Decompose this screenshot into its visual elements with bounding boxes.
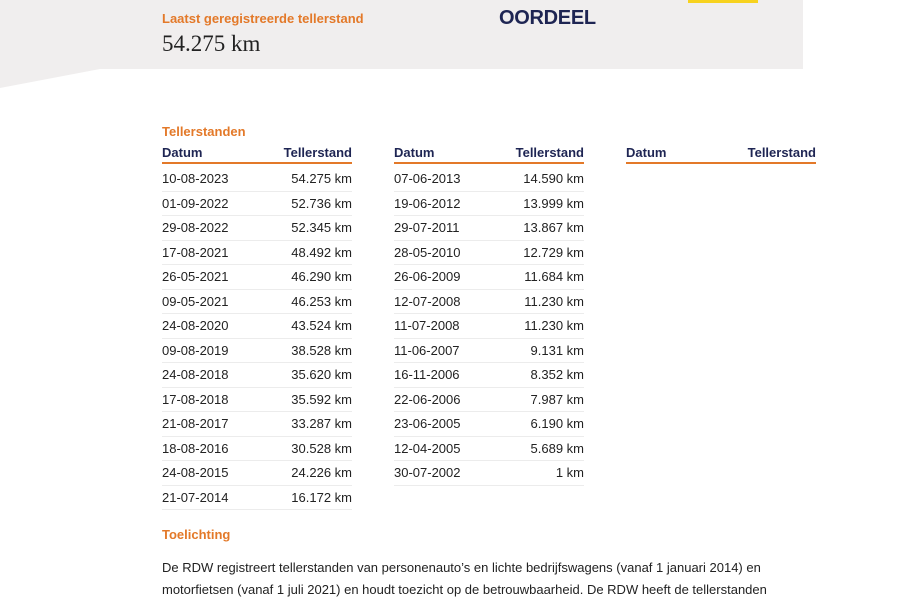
row-reading: 1 km [555,465,584,481]
row-reading: 33.287 km [291,416,352,432]
row-reading: 48.492 km [291,244,352,260]
table-header [394,145,584,164]
date-column-header: Datum [394,145,435,160]
row-date: 11-06-2007 [394,342,460,358]
row-date: 29-07-2011 [394,220,460,236]
row-reading: 6.190 km [530,416,584,432]
row-date: 29-08-2022 [162,220,229,236]
table-row [394,192,584,217]
row-reading: 13.999 km [523,195,584,211]
table-row [394,412,584,437]
row-reading: 43.524 km [291,318,352,334]
explanation-text: De RDW registreert tellerstanden van personenauto’s en lichte bedrijfswagens (vanaf 1 januari 2014) en motorfietsen (vanaf 1 juli 2021) en houdt toezicht op de betrouwbaarheid. De RDW heeft de tellerstanden [162,560,767,597]
table-row [394,339,584,364]
table-row [162,216,352,241]
table-row [162,486,352,511]
reading-column-header: Tellerstand [747,145,816,160]
reading-column-header: Tellerstand [515,145,584,160]
explanation-title: Toelichting [162,527,231,542]
table-row [162,290,352,315]
row-reading: 13.867 km [523,220,584,236]
row-date: 22-06-2006 [394,391,461,407]
table-body [394,167,584,486]
row-date: 16-11-2006 [394,367,460,383]
table-row [394,363,584,388]
table-row [394,241,584,266]
row-reading: 46.253 km [291,293,352,309]
table-row [394,167,584,192]
table-body [162,167,352,510]
table-header [162,145,352,164]
row-reading: 11.230 km [524,293,584,309]
row-date: 23-06-2005 [394,416,461,432]
row-reading: 35.620 km [291,367,352,383]
table-row [162,192,352,217]
table-row [162,314,352,339]
readings-title: Tellerstanden [162,124,246,139]
row-reading: 30.528 km [291,440,352,456]
row-date: 09-05-2021 [162,293,229,309]
row-date: 07-06-2013 [394,171,461,187]
date-column-header: Datum [626,145,667,160]
row-reading: 11.230 km [524,318,584,334]
row-reading: 14.590 km [523,171,584,187]
row-date: 21-08-2017 [162,416,229,432]
row-date: 24-08-2018 [162,367,229,383]
row-reading: 38.528 km [291,342,352,358]
row-date: 28-05-2010 [394,244,461,260]
row-reading: 54.275 km [291,171,352,187]
last-reading-label: Laatst geregistreerde tellerstand [162,11,364,26]
row-reading: 52.345 km [291,220,352,236]
last-reading-value: 54.275 km [162,31,261,56]
row-date: 17-08-2018 [162,391,229,407]
row-date: 12-07-2008 [394,293,461,309]
row-date: 19-06-2012 [394,195,461,211]
row-reading: 11.684 km [524,269,584,285]
verdict-heading: OORDEEL [499,7,596,29]
row-date: 30-07-2002 [394,465,461,481]
row-date: 11-07-2008 [394,318,460,334]
row-reading: 16.172 km [291,489,352,505]
row-reading: 8.352 km [530,367,584,383]
row-reading: 35.592 km [291,391,352,407]
row-date: 01-09-2022 [162,195,229,211]
table-row [394,437,584,462]
table-row [162,167,352,192]
readings-table-1 [162,145,352,510]
table-row [394,216,584,241]
table-row [162,461,352,486]
table-row [162,363,352,388]
row-date: 10-08-2023 [162,171,229,187]
row-reading: 46.290 km [291,269,352,285]
date-column-header: Datum [162,145,203,160]
table-row [162,437,352,462]
table-row [394,388,584,413]
brand-accent-bar [688,0,758,3]
row-reading: 52.736 km [291,195,352,211]
table-row [162,388,352,413]
readings-table-2 [394,145,584,486]
row-reading: 24.226 km [291,465,352,481]
row-date: 24-08-2015 [162,465,229,481]
table-row [394,265,584,290]
reading-column-header: Tellerstand [283,145,352,160]
row-reading: 12.729 km [523,244,584,260]
header-panel [0,0,803,69]
table-header [626,145,816,164]
table-row [162,265,352,290]
row-date: 24-08-2020 [162,318,229,334]
row-reading: 7.987 km [530,391,584,407]
row-reading: 9.131 km [530,342,584,358]
row-reading: 5.689 km [530,440,584,456]
table-row [162,241,352,266]
readings-table-3 [626,145,816,164]
row-date: 26-05-2021 [162,269,229,285]
row-date: 17-08-2021 [162,244,229,260]
table-row [162,412,352,437]
row-date: 21-07-2014 [162,489,229,505]
row-date: 09-08-2019 [162,342,229,358]
row-date: 12-04-2005 [394,440,461,456]
table-row [394,290,584,315]
table-row [162,339,352,364]
row-date: 26-06-2009 [394,269,461,285]
header-panel-tail [0,69,100,88]
table-row [394,461,584,486]
row-date: 18-08-2016 [162,440,229,456]
table-row [394,314,584,339]
